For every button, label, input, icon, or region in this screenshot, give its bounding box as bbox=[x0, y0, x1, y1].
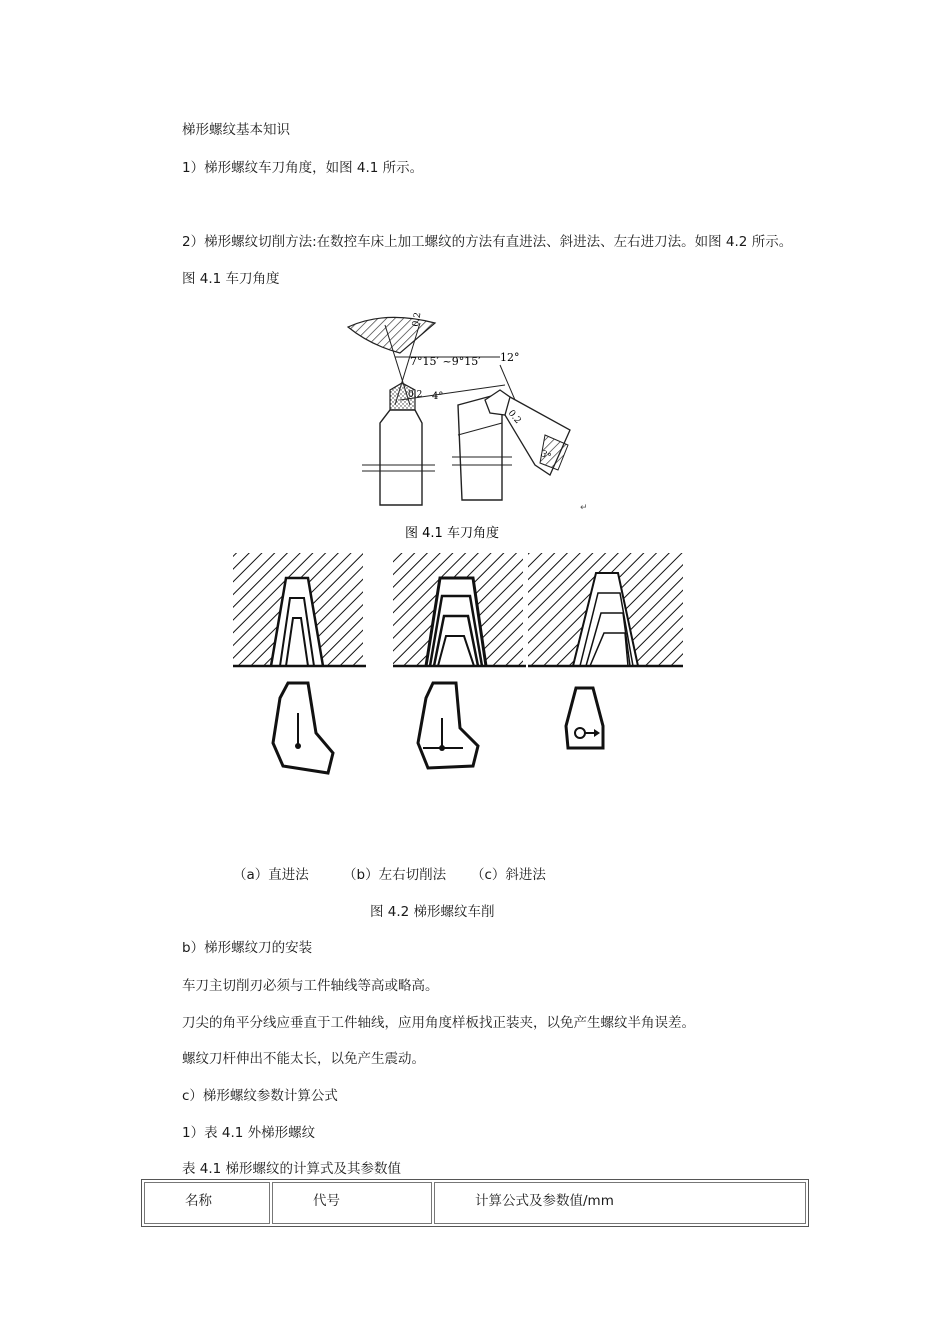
angle-4-label: 4° bbox=[432, 391, 444, 402]
workpiece-hatch bbox=[348, 317, 435, 353]
table-header-name: 名称 bbox=[144, 1182, 270, 1224]
paragraph-tool-angle: 1）梯形螺纹车刀角度，如图 4.1 所示。 bbox=[182, 160, 424, 176]
sub-caption-b: （b）左右切削法 bbox=[343, 867, 447, 883]
figure-4-2-caption: 图 4.2 梯形螺纹车削 bbox=[370, 904, 495, 920]
tool-front-view bbox=[362, 383, 435, 505]
section-b-heading: b）梯形螺纹刀的安装 bbox=[182, 940, 313, 956]
figure-4-1-label: 图 4.1 车刀角度 bbox=[182, 271, 280, 287]
method-b-left-right-cutting bbox=[393, 553, 526, 768]
table-header-formula: 计算公式及参数值/mm bbox=[434, 1182, 806, 1224]
angle-12-label: 12° bbox=[500, 351, 520, 364]
sub-caption-a: （a）直进法 bbox=[233, 867, 309, 883]
parameter-table bbox=[141, 1179, 809, 1227]
table-header-code: 代号 bbox=[272, 1182, 432, 1224]
figure-4-1-tool-angle bbox=[340, 305, 600, 545]
paragraph-cutting-methods: 2）梯形螺纹切削方法:在数控车床上加工螺纹的方法有直进法、斜进法、左右进刀法。如图 4.2 所示。 bbox=[182, 234, 793, 250]
paragraph-b1: 车刀主切削刃必须与工件轴线等高或略高。 bbox=[182, 978, 439, 994]
dim-02c-label: 0.2 bbox=[505, 408, 523, 426]
figure-4-1-caption: 图 4.1 车刀角度 bbox=[405, 526, 499, 541]
sub-caption-c: （c）斜进法 bbox=[471, 867, 546, 883]
method-c-oblique-feed bbox=[528, 553, 683, 748]
doc-title: 梯形螺纹基本知识 bbox=[182, 122, 290, 138]
table-header-row bbox=[144, 1182, 806, 1224]
table-title: 表 4.1 梯形螺纹的计算式及其参数值 bbox=[182, 1161, 402, 1177]
dim-02b-label: 0.2 bbox=[408, 390, 423, 400]
svg-text:↵: ↵ bbox=[580, 503, 588, 513]
paragraph-b3: 螺纹刀杆伸出不能太长，以免产生震动。 bbox=[182, 1051, 425, 1067]
method-a-straight-feed bbox=[233, 553, 366, 773]
angle-3-label: 3° bbox=[538, 448, 553, 463]
paragraph-c1: 1）表 4.1 外梯形螺纹 bbox=[182, 1125, 316, 1141]
section-c-heading: c）梯形螺纹参数计算公式 bbox=[182, 1088, 338, 1104]
paragraph-b2: 刀尖的角平分线应垂直于工件轴线，应用角度样板找正装夹，以免产生螺纹半角误差。 bbox=[182, 1015, 695, 1031]
dim-02a-label: 0.2 bbox=[411, 311, 424, 328]
angle-range-label: 7°15′ ~9°15′ bbox=[410, 355, 481, 368]
figure-4-2-thread-cutting bbox=[228, 548, 688, 788]
